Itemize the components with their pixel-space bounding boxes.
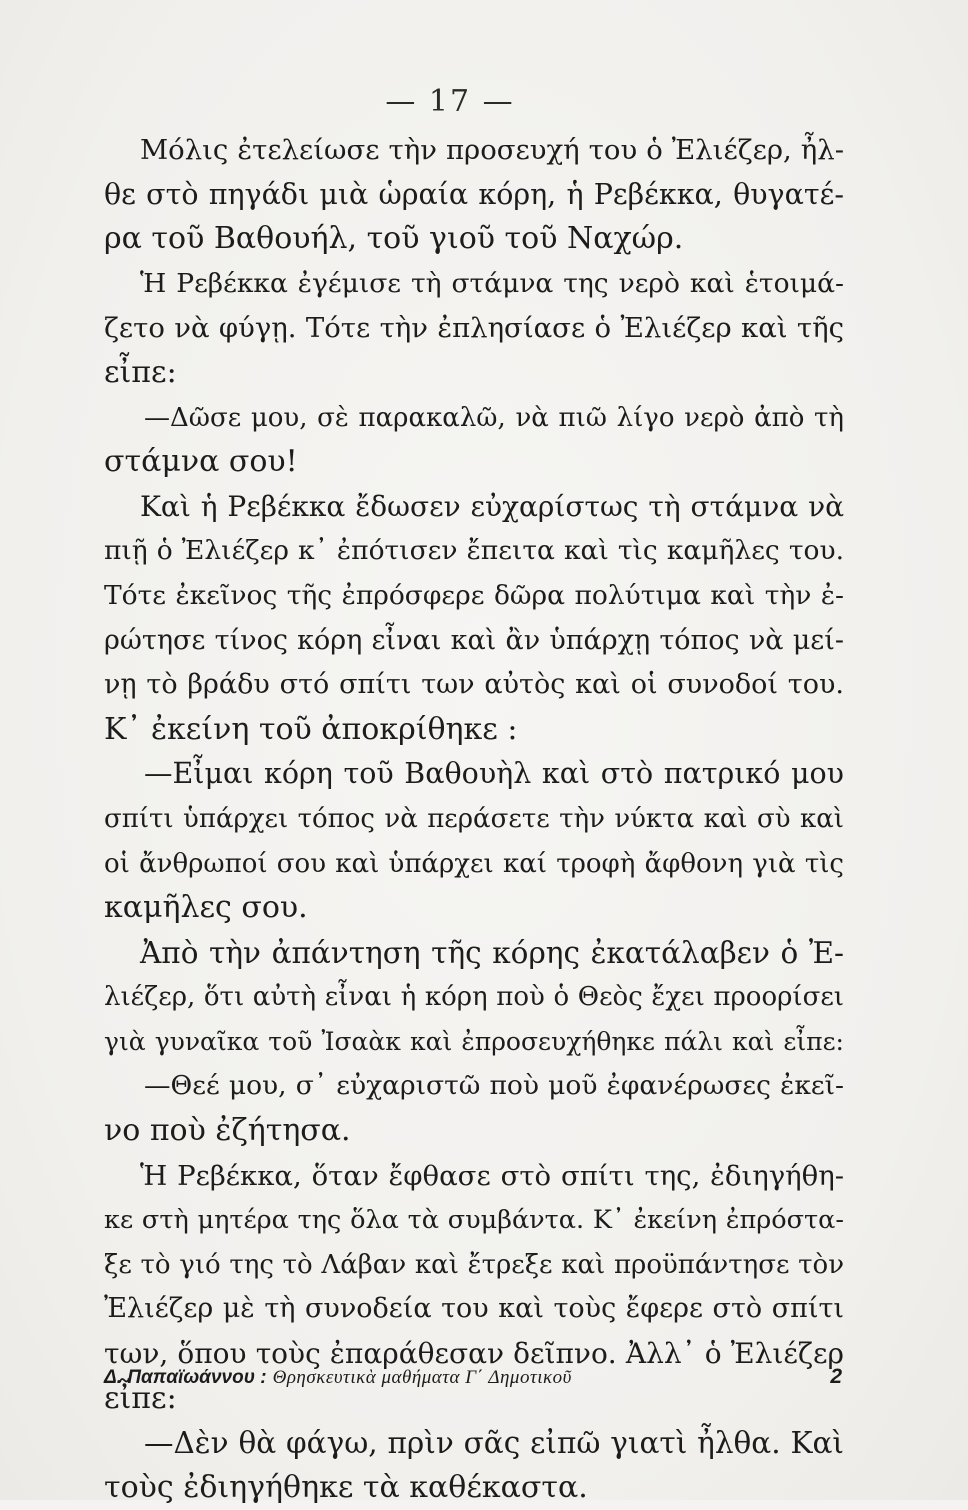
text-line: —Δὲν θὰ φάγω, πρὶν σᾶς εἰπῶ γιατὶ ἦλθα. Καὶ [144, 1426, 844, 1461]
footer [104, 1362, 842, 1392]
text-line: ξε τὸ γιό της τὸ Λάβαν καὶ ἔτρεξε καὶ προϋπάντησε τὸν [104, 1249, 844, 1280]
text-line: θε στὸ πηγάδι μιὰ ὡραία κόρη, ἡ Ρεβέκκα, θυγατέ- [104, 177, 844, 211]
text-line: στάμνα σου! [104, 444, 298, 480]
text-line: —Δῶσε μου, σὲ παρακαλῶ, νὰ πιῶ λίγο νερὸ ἀπὸ τὴ [144, 402, 844, 433]
footer-sheet-number: 2 [830, 1365, 842, 1388]
text-line: ρα τοῦ Βαθουήλ, τοῦ γιοῦ τοῦ Ναχώρ. [104, 221, 684, 257]
text-line: πιῇ ὁ Ἐλιέζερ κ᾽ ἐπότισεν ἔπειτα καὶ τὶς καμῆλες του. [104, 535, 844, 567]
text-line: ρώτησε τίνος κόρη εἶναι καὶ ἂν ὑπάρχῃ τόπος νὰ μεί- [104, 624, 844, 656]
text-line: Κ᾽ ἐκείνη τοῦ ἀποκρίθηκε : [104, 711, 518, 747]
text-line: Μόλις ἐτελείωσε τὴν προσευχή του ὁ Ἐλιέζερ, ἦλ- [140, 134, 844, 166]
text-line: εἶπε: [104, 1380, 177, 1416]
text-line: Ἡ Ρεβέκκα ἐγέμισε τὴ στάμνα της νερὸ καὶ ἑτοιμά- [140, 267, 844, 299]
text-line: ζετο νὰ φύγῃ. Τότε τὴν ἐπλησίασε ὁ Ἐλιέζερ καὶ τῆς [104, 312, 844, 345]
text-line: νο ποὺ ἐζήτησα. [104, 1113, 351, 1149]
text-line: καμῆλες σου. [104, 890, 308, 926]
text-line: τοὺς ἐδιηγήθηκε τὰ καθέκαστα. [104, 1469, 588, 1505]
body-text [104, 128, 844, 1510]
text-line: —Εἶμαι κόρη τοῦ Βαθουὴλ καὶ στὸ πατρικό μου [144, 757, 844, 791]
text-line: Τότε ἐκεῖνος τῆς ἐπρόσφερε δῶρα πολύτιμα καὶ τὴν ἐ- [104, 579, 844, 611]
text-line: νῃ τὸ βράδυ στό σπίτι των αὐτὸς καὶ οἱ συνοδοί του. [104, 669, 844, 701]
text-line: γιὰ γυναῖκα τοῦ Ἰσαὰκ καὶ ἐπροσευχήθηκε πάλι καὶ εἶπε: [104, 1026, 844, 1056]
text-line: —Θεέ μου, σ᾽ εὐχαριστῶ ποὺ μοῦ ἐφανέρωσες ἐκεῖ- [144, 1070, 844, 1102]
text-line: Καὶ ἡ Ρεβέκκα ἔδωσεν εὐχαρίστως τὴ στάμνα νὰ [140, 489, 844, 523]
text-line: κε στὴ μητέρα της ὅλα τὰ συμβάντα. Κ᾽ ἐκείνη ἐπρόστα- [104, 1205, 844, 1236]
text-line: των, ὅπου τοὺς ἐπαράθεσαν δεῖπνο. Ἀλλ᾽ ὁ Ἐλιέζερ [104, 1337, 844, 1371]
footer-book-title: Θρησκευτικὰ μαθήματα Γ΄ Δημοτικοῦ [272, 1367, 572, 1388]
text-line: οἱ ἄνθρωποί σου καὶ ὑπάρχει καί τροφὴ ἄφθονη γιὰ τὶς [104, 848, 844, 879]
text-line: Ἡ Ρεβέκκα, ὅταν ἔφθασε στὸ σπίτι της, ἐδιηγήθη- [140, 1159, 844, 1192]
text-line: σπίτι ὑπάρχει τόπος νὰ περάσετε τὴν νύκτα καὶ σὺ καὶ [104, 803, 844, 834]
text-line: Ἀπὸ τὴν ἀπάντηση τῆς κόρης ἐκατάλαβεν ὁ Ἐ- [140, 935, 844, 970]
text-line: λιέζερ, ὅτι αὐτὴ εἶναι ἡ κόρη ποὺ ὁ Θεὸς ἔχει προορίσει [104, 982, 844, 1013]
page-number: — 17 — [385, 84, 515, 119]
text-line: εἶπε: [104, 354, 177, 390]
text-line: Ἐλιέζερ μὲ τὴ συνοδεία του καὶ τοὺς ἔφερε στὸ σπίτι [104, 1293, 844, 1325]
footer-author: Δ. Παπαϊωάννου : [104, 1367, 267, 1388]
